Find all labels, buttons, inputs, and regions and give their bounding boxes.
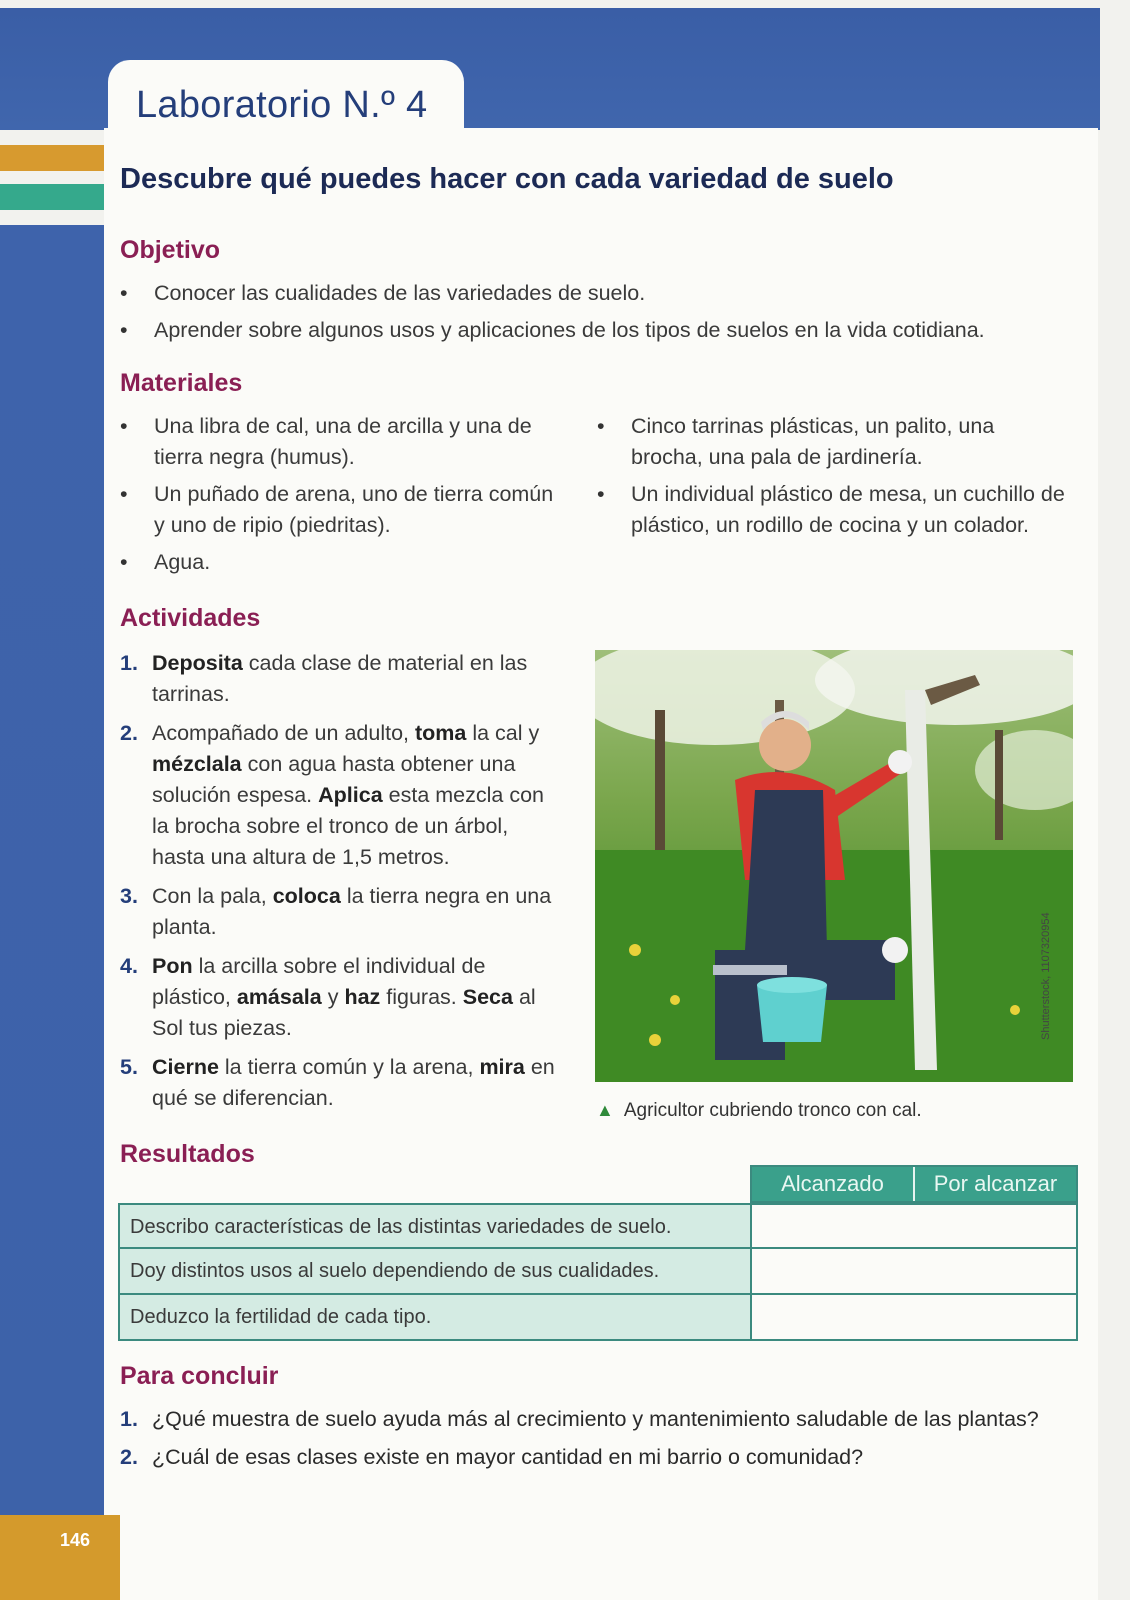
table-row [118, 1249, 1078, 1295]
material-item: • Una libra de cal, una de arcilla y una de tierra negra (humus). [120, 411, 560, 473]
row-label: Doy distintos usos al suelo dependiendo de sus cualidades. [120, 1249, 752, 1293]
materials-list-left [120, 411, 560, 584]
photo-credit: Shutterstock, 1107320954 [1040, 912, 1052, 1040]
activity-keyword: Seca [462, 985, 513, 1009]
activity-number: 2. [120, 721, 138, 745]
activity-keyword: mézclala [152, 752, 242, 776]
activity-keyword: mira [479, 1055, 525, 1079]
results-heading: Resultados [120, 1140, 255, 1168]
activity-keyword: toma [414, 721, 467, 745]
row-label: Deduzco la fertilidad de cada tipo. [120, 1295, 752, 1339]
activity-item: 3. Con la pala, coloca la tierra negra en una planta. [120, 881, 560, 943]
objective-list [120, 278, 1080, 352]
photo-caption [596, 1100, 922, 1122]
table-row [118, 1295, 1078, 1341]
lab-title: Laboratorio N.º 4 [136, 84, 428, 126]
activity-keyword: Cierne [152, 1055, 219, 1079]
checkbox-cell-alcanzado[interactable] [752, 1205, 914, 1247]
activity-keyword: Aplica [318, 783, 383, 807]
checkbox-cell-alcanzado[interactable] [752, 1249, 914, 1293]
activity-keyword: coloca [272, 884, 341, 908]
page-number-bar [0, 1515, 120, 1600]
objective-item: • Conocer las cualidades de las variedades de suelo. [120, 278, 1080, 309]
triangle-icon: ▲ [596, 1100, 614, 1120]
activity-keyword: Pon [152, 954, 193, 978]
activity-keyword: amásala [236, 985, 322, 1009]
objective-item: • Aprender sobre algunos usos y aplicaciones de los tipos de suelos en la vida cotidiana. [120, 315, 1080, 346]
title-tab [108, 60, 464, 140]
left-orange-tab [0, 145, 104, 171]
conclusion-heading: Para concluir [120, 1362, 279, 1390]
farmer-photo [595, 650, 1073, 1082]
material-item: • Cinco tarrinas plásticas, un palito, una brocha, una pala de jardinería. [597, 411, 1067, 473]
materials-list-right [597, 411, 1067, 547]
row-label: Describo características de las distintas variedades de suelo. [120, 1205, 752, 1247]
activities-heading: Actividades [120, 604, 261, 632]
activity-item: 2. Acompañado de un adulto, toma la cal y mézclala con agua hasta obtener una solución espesa. Aplica esta mezcla con la brocha sobre el tronco de un árbol, hasta una altura de 1,5 metros. [120, 718, 560, 873]
column-header-por-alcanzar: Por alcanzar [915, 1167, 1076, 1201]
activity-number: 5. [120, 1055, 138, 1079]
left-blue-stripe [0, 225, 104, 1515]
materials-heading: Materiales [120, 369, 243, 397]
material-item: • Un individual plástico de mesa, un cuchillo de plástico, un rodillo de cocina y un colador. [597, 479, 1067, 541]
table-row [118, 1203, 1078, 1249]
activity-item: 4. Pon la arcilla sobre el individual de plástico, amásala y haz figuras. Seca al Sol tus piezas. [120, 951, 560, 1044]
checkbox-cell-por-alcanzar[interactable] [914, 1205, 1076, 1247]
conclusion-list [120, 1402, 1100, 1478]
photo-caption-text: Agricultor cubriendo tronco con cal. [623, 1100, 922, 1121]
activity-keyword: haz [344, 985, 381, 1009]
material-item: • Agua. [120, 547, 560, 578]
farmer-illustration [595, 650, 1073, 1082]
activity-number: 4. [120, 954, 138, 978]
activity-item: 1. Deposita cada clase de material en las tarrinas. [120, 648, 560, 710]
activity-number: 1. [120, 651, 138, 675]
activity-number: 3. [120, 884, 138, 908]
left-teal-tab [0, 184, 104, 210]
checkbox-cell-alcanzado[interactable] [752, 1295, 914, 1339]
conclusion-item: 2. ¿Cuál de esas clases existe en mayor cantidad en mi barrio o comunidad? [120, 1445, 864, 1469]
objective-heading: Objetivo [120, 236, 221, 264]
page-number: 146 [60, 1530, 91, 1550]
activities-list [120, 648, 560, 1122]
results-table-header [750, 1165, 1078, 1203]
checkbox-cell-por-alcanzar[interactable] [914, 1295, 1076, 1339]
lab-subtitle: Descubre qué puedes hacer con cada variedad de suelo [120, 163, 894, 195]
checkbox-cell-por-alcanzar[interactable] [914, 1249, 1076, 1293]
activity-item: 5. Cierne la tierra común y la arena, mira en qué se diferencian. [120, 1052, 560, 1114]
conclusion-item: 1. ¿Qué muestra de suelo ayuda más al crecimiento y mantenimiento saludable de las plantas? [120, 1407, 1039, 1431]
activity-keyword: Deposita [152, 651, 243, 675]
column-header-alcanzado: Alcanzado [752, 1167, 915, 1201]
material-item: • Un puñado de arena, uno de tierra común y uno de ripio (piedritas). [120, 479, 560, 541]
